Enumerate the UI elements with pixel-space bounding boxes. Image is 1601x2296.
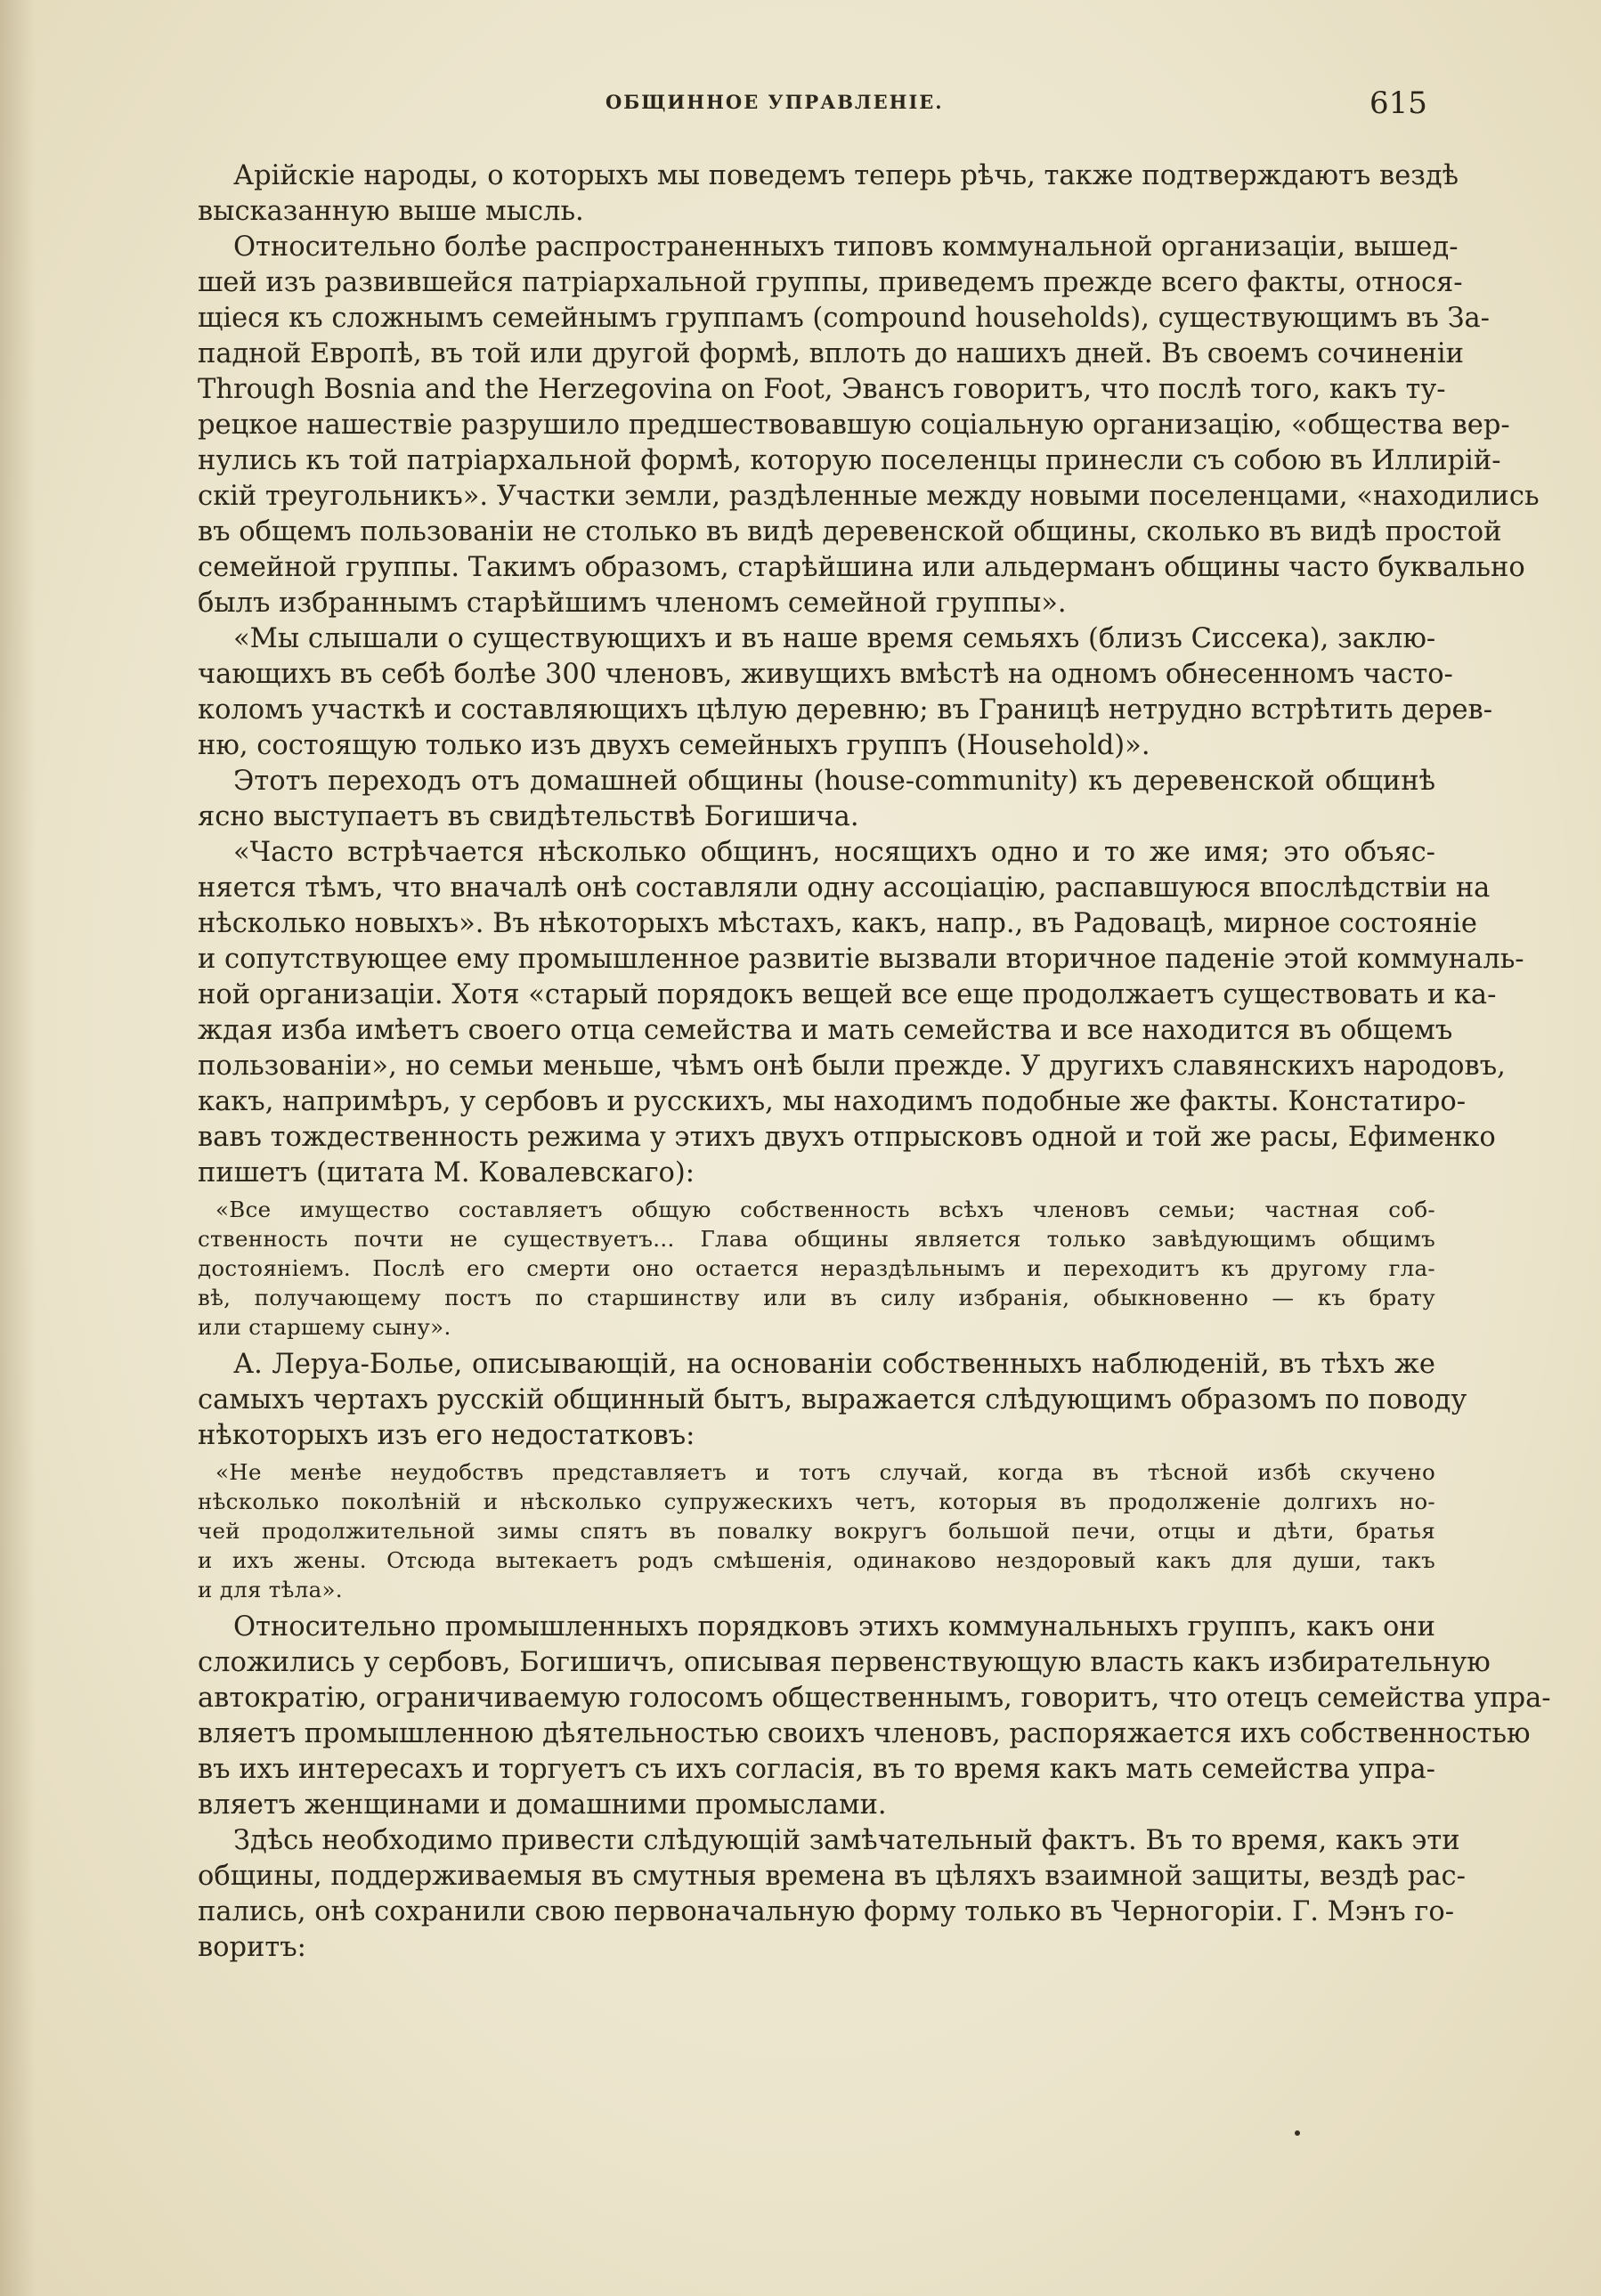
text-line: и ихъ жены. Отсюда вытекаетъ родъ смѣшенія, одинаково нездоровый какъ для души, такъ [198, 1547, 1435, 1573]
text-line: няется тѣмъ, что вначалѣ онѣ составляли одну ассоціацію, распавшуюся впослѣдствіи на [198, 872, 1491, 904]
text-line: вляетъ женщинами и домашними промыслами. [198, 1789, 887, 1821]
text-line: чающихъ въ себѣ болѣе 300 членовъ, живущихъ вмѣстѣ на одномъ обнесенномъ часто- [198, 659, 1453, 690]
text-line: Through Bosnia and the Herzegovina on Foot, Эвансъ говоритъ, что послѣ того, какъ ту- [198, 374, 1446, 405]
text-line: общины, поддерживаемыя въ смутныя времена въ цѣляхъ взаимной защиты, вездѣ рас- [198, 1861, 1466, 1892]
text-line: нѣкоторыхъ изъ его недостатковъ: [198, 1420, 695, 1451]
page-number: 615 [1369, 85, 1427, 121]
text-line: въ общемъ пользованіи не столько въ видѣ деревенской общины, сколько въ видѣ простой [198, 516, 1502, 548]
text-line: въ ихъ интересахъ и торгуетъ съ ихъ согласія, въ то время какъ мать семейства упра- [198, 1754, 1435, 1785]
text-line: какъ, напримѣръ, у сербовъ и русскихъ, мы находимъ подобные же факты. Констатиро- [198, 1086, 1467, 1117]
text-line: чей продолжительной зимы спятъ въ повалку вокругъ большой печи, отцы и дѣти, братья [198, 1518, 1435, 1544]
text-line: «Мы слышали о существующихъ и въ наше время семьяхъ (близъ Сиссека), заклю- [233, 623, 1436, 654]
text-line: пользованіи», но семьи меньше, чѣмъ онѣ были прежде. У другихъ славянскихъ народовъ, [198, 1051, 1506, 1082]
text-line: падной Европѣ, въ той или другой формѣ, вплоть до нашихъ дней. Въ своемъ сочиненіи [198, 338, 1464, 369]
text-line: вѣ, получающему постъ по старшинству или въ силу избранія, обыкновенно — къ брату [198, 1285, 1435, 1310]
text-line: нѣсколько поколѣній и нѣсколько супружескихъ четъ, которыя въ продолженіе долгихъ но- [198, 1489, 1435, 1514]
paragraph [198, 835, 1524, 1191]
text-line: и для тѣла». [198, 1577, 343, 1602]
body-text [198, 158, 1551, 1966]
text-line: вавъ тождественность режима у этихъ двухъ отпрысковъ одной и той же расы, Ефименко [198, 1122, 1496, 1153]
text-line: ясно выступаетъ въ свидѣтельствѣ Богишича. [198, 801, 859, 832]
text-line: пишетъ (цитата М. Ковалевскаго): [198, 1157, 695, 1189]
paragraph [198, 1610, 1551, 1823]
text-line: достояніемъ. Послѣ его смерти оно остается нераздѣльнымъ и переходитъ къ другому гла- [198, 1255, 1435, 1281]
paragraph [198, 230, 1540, 621]
text-line: ственность почти не существуетъ... Глава общины является только завѣдующимъ общимъ [198, 1226, 1435, 1252]
text-line: самыхъ чертахъ русскій общинный бытъ, выражается слѣдующимъ образомъ по поводу [198, 1384, 1467, 1416]
running-title: ОБЩИННОЕ УПРАВЛЕНІЕ. [605, 91, 944, 113]
text-line: и сопутствующее ему промышленное развитіе вызвали вторичное паденіе этой коммуналь- [198, 944, 1524, 975]
text-line: рецкое нашествіе разрушило предшествовавшую соціальную организацію, «общества вер- [198, 410, 1510, 441]
text-line: Относительно болѣе распространенныхъ типовъ коммунальной организаціи, вышед- [233, 231, 1459, 263]
text-line: высказанную выше мысль. [198, 196, 584, 227]
text-line: сложились у сербовъ, Богишичъ, описывая первенствующую власть какъ избирательную [198, 1647, 1491, 1678]
text-line: «Часто встрѣчается нѣсколько общинъ, носящихъ одно и то же имя; это объяс- [233, 837, 1435, 868]
text-line: шей изъ развившейся патріархальной группы, приведемъ прежде всего факты, относя- [198, 267, 1463, 298]
text-line: скій треугольникъ». Участки земли, раздѣленные между новыми поселенцами, «находились [198, 481, 1540, 512]
block-quote [198, 1457, 1435, 1604]
paragraph [198, 158, 1459, 230]
text-line: ню, состоящую только изъ двухъ семейныхъ группъ (Household)». [198, 730, 1150, 761]
text-line: «Не менѣе неудобствъ представляетъ и тотъ случай, когда въ тѣсной избѣ скучено [215, 1459, 1435, 1485]
text-line: нѣсколько новыхъ». Въ нѣкоторыхъ мѣстахъ, какъ, напр., въ Радовацѣ, мирное состояніе [198, 908, 1477, 939]
text-line: Этотъ переходъ отъ домашней общины (house-community) къ деревенской общинѣ [233, 766, 1435, 797]
text-line: былъ избраннымъ старѣйшимъ членомъ семейной группы». [198, 588, 1067, 619]
running-header [0, 85, 1601, 121]
text-line: или старшему сыну». [198, 1314, 451, 1340]
text-line: А. Леруа-Болье, описывающій, на основаніи собственныхъ наблюденій, въ тѣхъ же [233, 1349, 1435, 1380]
ink-speck [1295, 2130, 1300, 2136]
text-line: воритъ: [198, 1932, 306, 1963]
paragraph [198, 621, 1493, 764]
text-line: Здѣсь необходимо привести слѣдующій замѣчательный фактъ. Въ то время, какъ эти [233, 1825, 1460, 1856]
page-edge-shadow [0, 0, 36, 2296]
text-line: нулись къ той патріархальной формѣ, которую поселенцы принесли съ собою въ Иллирій- [198, 445, 1501, 476]
text-line: Арійскіе народы, о которыхъ мы поведемъ теперь рѣчь, также подтверждаютъ вездѣ [233, 160, 1459, 191]
text-line: щіеся къ сложнымъ семейнымъ группамъ (compound households), существующимъ въ За- [198, 303, 1490, 334]
text-line: коломъ участкѣ и составляющихъ цѣлую деревню; въ Границѣ нетрудно встрѣтить дерев- [198, 694, 1493, 726]
paragraph [198, 1347, 1467, 1454]
text-line: пались, онѣ сохранили свою первоначальную форму только въ Черногоріи. Г. Мэнъ го- [198, 1896, 1455, 1927]
text-line: «Все имущество составляетъ общую собственность всѣхъ членовъ семьи; частная соб- [215, 1197, 1435, 1222]
text-line: Относительно промышленныхъ порядковъ этихъ коммунальныхъ группъ, какъ они [233, 1611, 1435, 1643]
text-line: ной организаціи. Хотя «старый порядокъ вещей все еще продолжаетъ существовать и ка- [198, 979, 1497, 1010]
paragraph [198, 764, 1435, 835]
block-quote [198, 1195, 1435, 1342]
paragraph [198, 1823, 1466, 1966]
text-line: ждая изба имѣетъ своего отца семейства и мать семейства и все находится въ общемъ [198, 1015, 1453, 1046]
text-line: семейной группы. Такимъ образомъ, старѣйшина или альдерманъ общины часто буквально [198, 552, 1525, 583]
text-line: вляетъ промышленною дѣятельностью своихъ членовъ, распоряжается ихъ собственностью [198, 1718, 1531, 1749]
text-line: автократію, ограничиваемую голосомъ общественнымъ, говоритъ, что отецъ семейства упра- [198, 1683, 1551, 1714]
